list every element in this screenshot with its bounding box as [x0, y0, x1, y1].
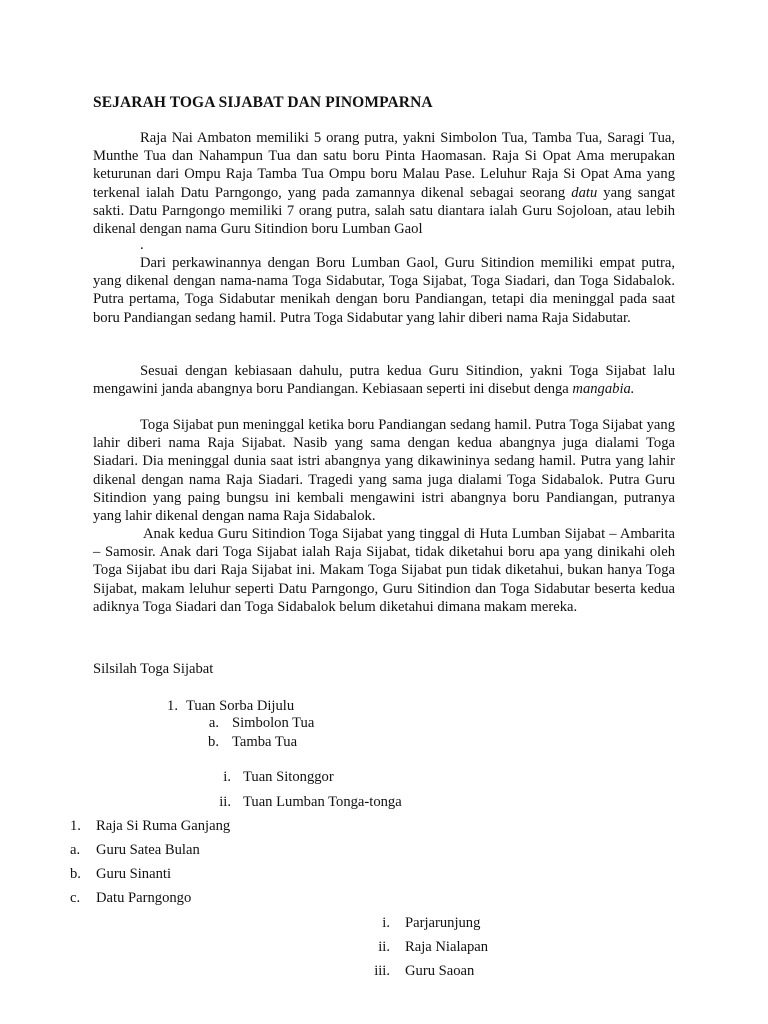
list-marker: b. — [70, 866, 81, 882]
paragraph-3 — [93, 362, 675, 398]
list-marker: iii. — [374, 963, 390, 979]
stray-dot: . — [140, 237, 144, 253]
list-item: Tuan Sitonggor — [243, 769, 334, 785]
list-marker: i. — [223, 769, 231, 785]
paragraph-1 — [93, 129, 675, 238]
list-item: Guru Sinanti — [96, 866, 171, 882]
list-marker: a. — [208, 715, 219, 731]
paragraph-1-text-b: yang sangat sakti. Datu Parngongo memiliki 7 orang putra, salah satu diantara ialah Guru Sojoloan, atau lebih dikenal dengan nama Guru Sitindion boru Lumban Gaol — [93, 184, 676, 238]
list-marker: 1. — [70, 818, 81, 834]
paragraph-3-text: Sesuai dengan kebiasaan dahulu, putra kedua Guru Sitindion, yakni Toga Sijabat lalu mengawini janda abangnya boru Pandiangan. Kebiasaan seperti ini disebut denga — [93, 363, 675, 398]
paragraph-2: Dari perkawinannya dengan Boru Lumban Gaol, Guru Sitindion memiliki empat putra, yang dikenal dengan nama-nama Toga Sidabutar, Toga Sijabat, Toga Siadari, dan Toga Sidabalok. Putra pertama, Toga Sidabutar menikah dengan boru Pandiangan, tetapi dia meninggal pada saat boru Pandiangan sedang hamil. Putra Toga Sidabutar yang lahir diberi nama Raja Sidabutar. — [93, 255, 675, 326]
list-item: Parjarunjung — [405, 915, 481, 931]
paragraph-4: Toga Sijabat pun meninggal ketika boru Pandiangan sedang hamil. Putra Toga Sijabat yang lahir diberi nama Raja Sijabat. Nasib yang sama dengan kedua abangnya juga dialami Toga Siadari. Dia meninggal dunia saat istri abangnya yang dikawininya sedang hamil. Putra yang lahir dikenal dengan nama Raja Siadari. Tragedi yang sama juga dialami Toga Sidabalok. Putra Guru Sitindion yang paing bungsu ini kembali mengawini istri abangnya boru Pandiangan, putranya yang lahir dikenal dengan nama Raja Sidabalok. — [93, 417, 675, 525]
document-title: SEJARAH TOGA SIJABAT DAN PINOMPARNA — [93, 94, 433, 111]
list-item: Datu Parngongo — [96, 890, 192, 906]
list-marker: i. — [382, 915, 390, 931]
list-item: Tuan Lumban Tonga-tonga — [243, 794, 402, 810]
list-item: Raja Nialapan — [405, 939, 489, 955]
list-marker: b. — [208, 734, 219, 750]
list-marker: 1. — [167, 698, 178, 714]
list-marker: ii. — [219, 794, 231, 810]
list-item: Guru Satea Bulan — [96, 842, 200, 858]
list-item: Raja Si Ruma Ganjang — [96, 818, 231, 834]
list-item: Tamba Tua — [232, 734, 298, 750]
paragraph-1-text-a: Raja Nai Ambaton memiliki 5 orang putra, yakni Simbolon Tua, Tamba Tua, Saragi Tua, Munthe Tua dan Nahampun Tua dan satu boru Pinta Haomasan. Raja Si Opat Ama merupakan keturunan dari Ompu Raja Tamba Tua Ompu boru Malau Pase. Leluhur Raja Si Opat Ama yang terkenal ialah Datu Parngongo, yang pada zamannya dikenal sebagai seorang — [93, 130, 675, 201]
list-item: Simbolon Tua — [232, 715, 315, 731]
list-marker: c. — [70, 890, 81, 906]
paragraph-5: Anak kedua Guru Sitindion Toga Sijabat yang tinggal di Huta Lumban Sijabat – Ambarita – Samosir. Anak dari Toga Sijabat ialah Raja Sijabat, tidak diketahui boru apa yang dinikahi oleh Toga Sijabat ibu dari Raja Sijabat ini. Makam Toga Sijabat pun tidak diketahui, bukan hanya Toga Sijabat, makam leluhur seperti Datu Parngongo, Guru Sitindion dan Toga Sidabutar beserta kedua adiknya Toga Siadari dan Toga Sidabalok belum diketahui dimana makam mereka. — [93, 526, 675, 615]
list-marker: ii. — [378, 939, 390, 955]
list-marker: a. — [70, 842, 81, 858]
paragraph-3-italic-term: mangabia. — [572, 381, 635, 398]
paragraph-1-italic-term: datu — [571, 184, 598, 201]
silsilah-heading: Silsilah Toga Sijabat — [93, 661, 214, 677]
list-item: Tuan Sorba Dijulu — [186, 698, 295, 714]
list-item: Guru Saoan — [405, 963, 475, 979]
